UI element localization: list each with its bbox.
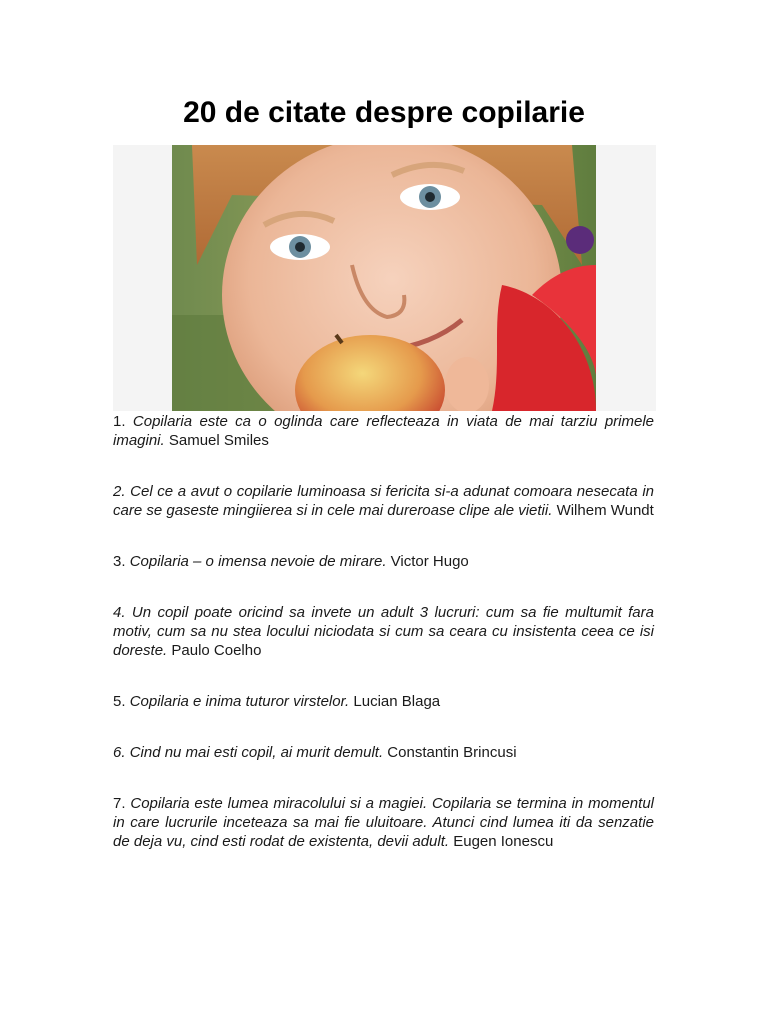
quote-author: Wilhem Wundt <box>556 502 654 519</box>
quote-item <box>113 743 654 762</box>
quote-author: Constantin Brincusi <box>387 744 517 761</box>
quote-text: Copilaria este ca o oglinda care reflecteaza in viata de mai tarziu primele imagini. <box>113 413 655 449</box>
photo-frame <box>113 145 656 411</box>
quote-number: 6. <box>113 744 126 761</box>
quote-item <box>113 603 654 660</box>
quote-text: Copilaria e inima tuturor virstelor. <box>129 693 350 710</box>
quote-item <box>113 794 654 851</box>
quote-item <box>113 412 654 450</box>
quote-item <box>113 552 654 571</box>
quote-author: Victor Hugo <box>390 553 469 570</box>
quote-text: Cel ce a avut o copilarie luminoasa si fericita si-a adunat comoara nesecata in care se gaseste mingiierea si in cele mai dureroase clipe ale vietii. <box>113 483 654 519</box>
quote-number: 1. <box>113 413 126 430</box>
page-title: 20 de citate despre copilarie <box>183 96 585 129</box>
quote-number: 2. <box>113 483 126 500</box>
quote-author: Samuel Smiles <box>168 432 269 449</box>
quote-item <box>113 692 654 711</box>
quote-author: Paulo Coelho <box>171 642 262 659</box>
quote-number: 3. <box>113 553 126 570</box>
quotes-list <box>113 412 654 851</box>
quote-text: Un copil poate oricind sa invete un adult 3 lucruri: cum sa fie multumit fara motiv, cum sa nu stea locului niciodata si cum sa ceara cu insistenta ceea ce isi doreste. <box>113 604 654 659</box>
quote-number: 4. <box>113 604 126 621</box>
child-eating-apple-photo <box>172 145 596 411</box>
quote-number: 5. <box>113 693 126 710</box>
quote-text: Copilaria este lumea miracolului si a magiei. Copilaria se termina in momentul in care lucrurile inceteaza sa mai fie uluitoare. Atunci cind lumea iti da senzatie de deja vu, cind esti rodat de existenta, devii adult. <box>113 795 654 850</box>
quote-text: Cind nu mai esti copil, ai murit demult. <box>129 744 384 761</box>
quote-text: Copilaria – o imensa nevoie de mirare. <box>129 553 387 570</box>
quote-author: Eugen Ionescu <box>453 833 554 850</box>
quote-number: 7. <box>113 795 126 812</box>
quote-item <box>113 482 654 520</box>
quote-author: Lucian Blaga <box>353 693 441 710</box>
